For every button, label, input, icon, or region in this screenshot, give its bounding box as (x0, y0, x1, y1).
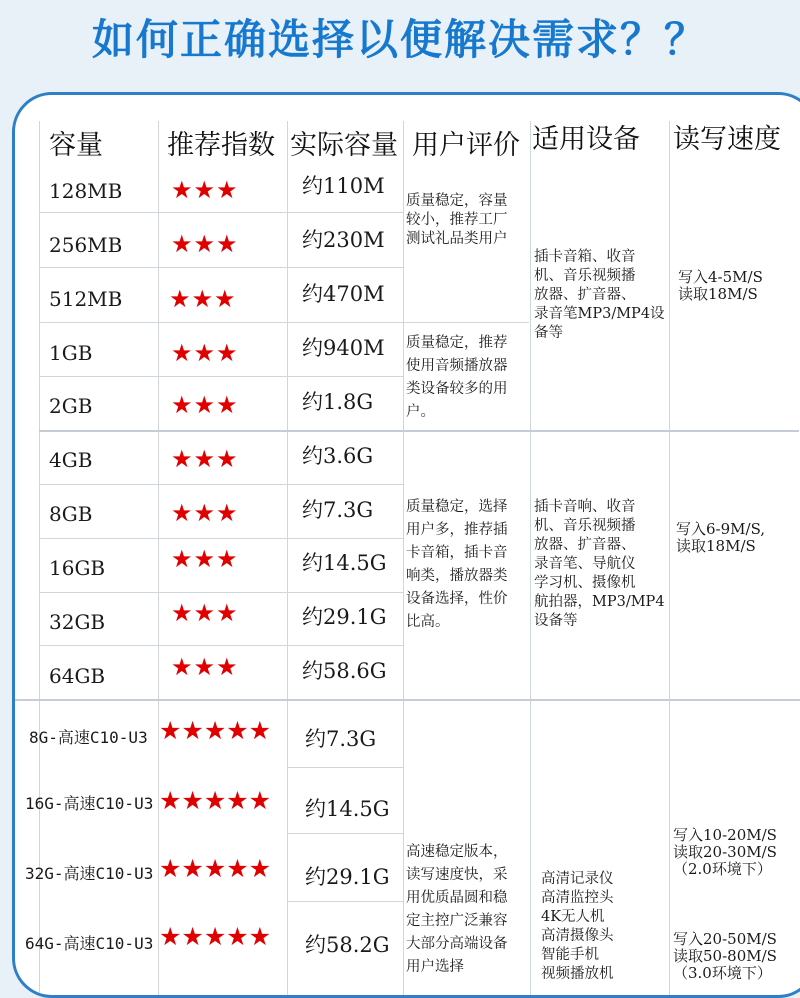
capacity-cell: 8G-高速C10-U3 (29, 728, 148, 747)
actual-capacity-cell: 约940M (302, 336, 385, 360)
capacity-cell: 16G-高速C10-U3 (25, 794, 154, 813)
group-divider (15, 699, 800, 701)
row-divider (39, 267, 403, 268)
devices-group-2: 插卡音响、收音 机、音乐视频播 放器、扩音器、 录音笔、导航仪 学习机、摄像机 航拍器，MP3/MP4 设备等 (534, 499, 665, 629)
header-actual: 实际容量 (290, 130, 398, 161)
actual-capacity-cell: 约7.3G (305, 727, 377, 751)
capacity-cell: 8GB (49, 502, 93, 526)
rating-stars: ★★★★★ (159, 786, 272, 815)
rating-stars: ★★★ (171, 545, 239, 573)
rating-stars: ★★★ (171, 499, 239, 527)
capacity-cell: 1GB (49, 341, 93, 365)
row-divider (39, 376, 403, 377)
group-divider (39, 430, 799, 432)
header-capacity: 容量 (49, 130, 103, 161)
speed-group-2: 写入6-9M/S, 读取18M/S (676, 520, 766, 555)
rating-stars: ★★★ (171, 445, 239, 473)
grid-line (403, 121, 404, 998)
review-high-speed: 高速稳定版本， 读写速度快，采 用优质晶圆和稳 定主控广泛兼容 大部分高端设备 用户选择 (406, 844, 508, 975)
capacity-cell: 512MB (49, 287, 123, 311)
devices-group-1: 插卡音箱、收音 机、音乐视频播 放器、扩音器、 录音笔MP3/MP4设 备等 (534, 249, 665, 341)
row-divider (287, 901, 403, 902)
header-speed: 读写速度 (673, 124, 781, 155)
row-divider (39, 484, 403, 485)
rating-stars: ★★★★★ (159, 716, 272, 745)
actual-capacity-cell: 约29.1G (305, 865, 390, 889)
grid-line (287, 121, 288, 998)
capacity-cell: 256MB (49, 233, 123, 257)
capacity-cell: 64GB (49, 664, 106, 688)
actual-capacity-cell: 约58.6G (302, 659, 387, 683)
row-divider (39, 212, 403, 213)
grid-line (530, 121, 531, 998)
capacity-cell: 32G-高速C10-U3 (25, 864, 154, 883)
rating-stars: ★★★★★ (159, 922, 272, 951)
capacity-cell: 4GB (49, 448, 93, 472)
rating-stars: ★★★ (171, 599, 239, 627)
row-divider (287, 833, 403, 834)
speed-group-3a: 写入10-20M/S 读取20-30M/S （2.0环境下） (673, 826, 777, 878)
actual-capacity-cell: 约58.2G (305, 933, 390, 957)
header-devices: 适用设备 (532, 124, 640, 155)
rating-stars: ★★★ (169, 285, 237, 313)
header-review: 用户评价 (412, 130, 520, 161)
comparison-table (12, 92, 800, 998)
actual-capacity-cell: 约1.8G (302, 390, 374, 414)
actual-capacity-cell: 约7.3G (302, 498, 374, 522)
grid-line (669, 121, 670, 998)
review-small: 质量稳定，容量 较小，推荐工厂 测试礼品类用户 (406, 193, 508, 247)
review-mid: 质量稳定，推荐 使用音频播放器 类设备较多的用 户。 (406, 335, 508, 420)
actual-capacity-cell: 约14.5G (305, 797, 390, 821)
rating-stars: ★★★ (171, 339, 239, 367)
capacity-cell: 16GB (49, 556, 106, 580)
rating-stars: ★★★ (171, 230, 239, 258)
row-divider (287, 767, 403, 768)
capacity-cell: 64G-高速C10-U3 (25, 934, 154, 953)
capacity-cell: 32GB (49, 610, 106, 634)
review-large: 质量稳定，选择 用户多，推荐插 卡音箱，插卡音 响类，播放器类 设备选择，性价 比高。 (406, 499, 508, 630)
rating-stars: ★★★ (171, 653, 239, 681)
rating-stars: ★★★ (171, 176, 239, 204)
actual-capacity-cell: 约230M (302, 228, 385, 252)
page-title: 如何正确选择以便解决需求？？ (91, 15, 708, 64)
header-rating: 推荐指数 (167, 130, 275, 161)
rating-stars: ★★★★★ (159, 854, 272, 883)
speed-group-3b: 写入20-50M/S 读取50-80M/S （3.0环境下） (673, 930, 777, 982)
row-divider (39, 592, 403, 593)
actual-capacity-cell: 约29.1G (302, 605, 387, 629)
row-divider (39, 645, 403, 646)
devices-group-3: 高清记录仪 高清监控头 4K无人机 高清摄像头 智能手机 视频播放机 (541, 871, 614, 982)
actual-capacity-cell: 约14.5G (302, 551, 387, 575)
actual-capacity-cell: 约110M (302, 174, 385, 198)
speed-group-1: 写入4-5M/S 读取18M/S (678, 268, 763, 303)
rating-stars: ★★★ (171, 391, 239, 419)
row-divider (39, 538, 403, 539)
actual-capacity-cell: 约470M (302, 282, 385, 306)
actual-capacity-cell: 约3.6G (302, 444, 374, 468)
capacity-cell: 128MB (49, 179, 123, 203)
row-divider (39, 322, 529, 323)
capacity-cell: 2GB (49, 394, 93, 418)
